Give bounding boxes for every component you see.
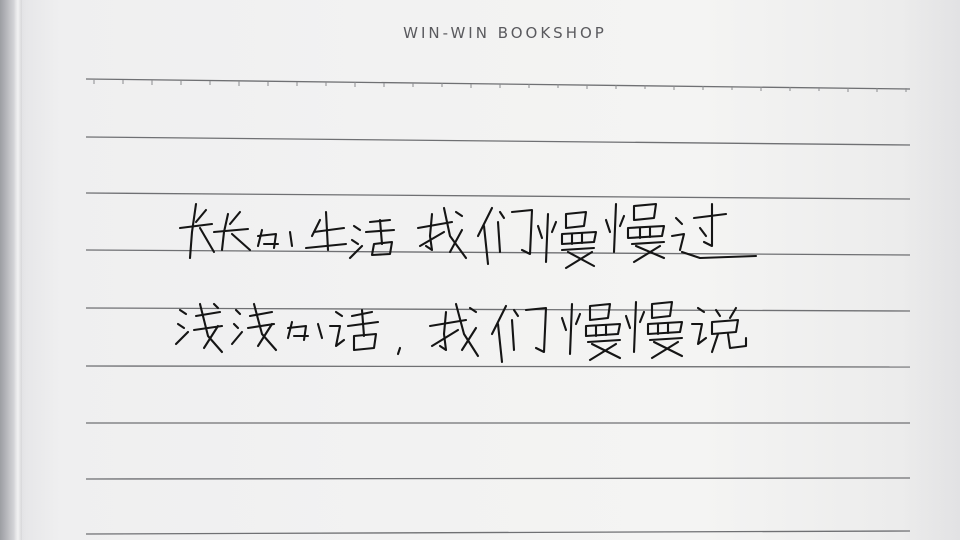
bookshop-brand: WIN-WIN BOOKSHOP — [403, 24, 607, 42]
handwriting-line-1 — [180, 204, 756, 268]
handwriting-line-2 — [176, 302, 746, 362]
